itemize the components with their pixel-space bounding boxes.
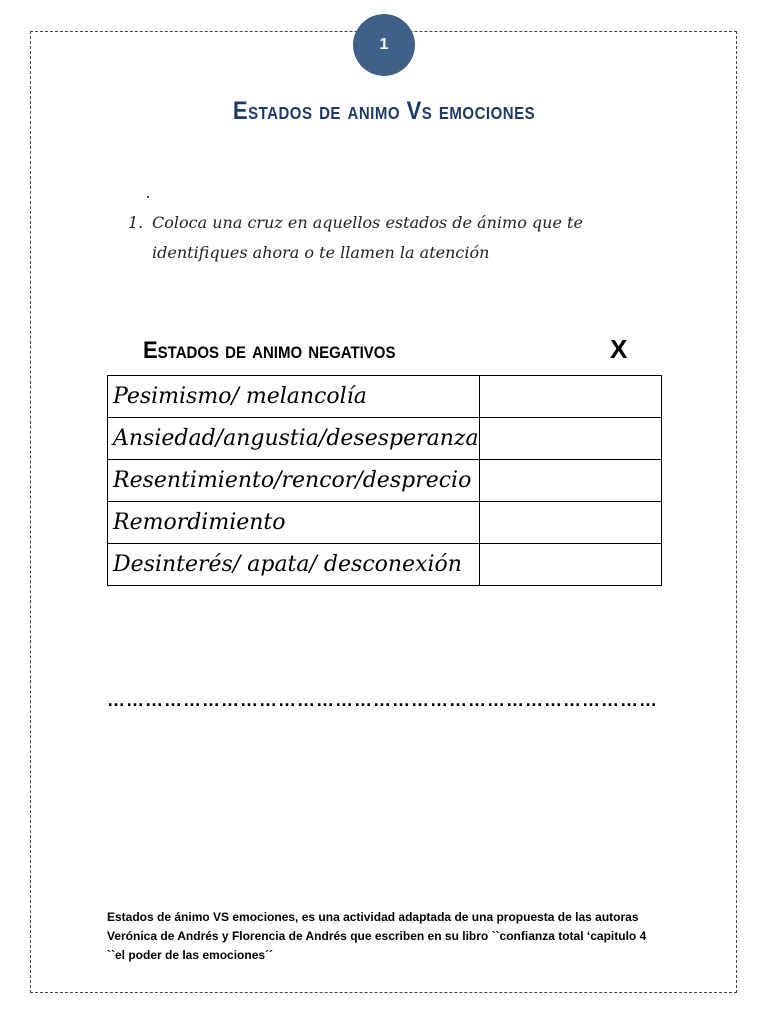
stray-dot (147, 196, 149, 198)
row-mark-cell[interactable] (479, 544, 661, 586)
table-row (108, 460, 662, 502)
instruction-text: Coloca una cruz en aquellos estados de ánimo que te identifiques ahora o te llamen la atención (152, 213, 583, 262)
table-row (108, 502, 662, 544)
instruction (128, 208, 668, 268)
row-mark-cell[interactable] (479, 502, 661, 544)
mark-column-header: X (610, 334, 628, 364)
table-row (108, 376, 662, 418)
row-mark-cell[interactable] (479, 418, 661, 460)
footnote: Estados de ánimo VS emociones, es una actividad adaptada de una propuesta de las autoras Verónica de Andrés y Florencia de Andrés que escriben en su libro ``confianza total ‘capitulo 4 ``el poder de las emociones´´ (107, 910, 647, 962)
row-mark-cell[interactable] (479, 460, 661, 502)
mood-table (107, 375, 662, 586)
table-row (108, 544, 662, 586)
table-heading: Estados de animo negativos (143, 336, 396, 364)
row-label: Remordimiento (108, 502, 480, 544)
row-label: Ansiedad/angustia/desesperanza (108, 418, 480, 460)
row-mark-cell[interactable] (479, 376, 661, 418)
dotted-divider: …………………………………………………………………………… (107, 690, 658, 710)
page-title: Estados de animo Vs emociones (232, 96, 536, 125)
row-label: Resentimiento/rencor/desprecio (108, 460, 480, 502)
page-number-badge: 1 (353, 14, 415, 76)
table-row (108, 418, 662, 460)
instruction-number: 1. (128, 213, 144, 232)
row-label: Desinterés/ apata/ desconexión (108, 544, 480, 586)
row-label: Pesimismo/ melancolía (108, 376, 480, 418)
